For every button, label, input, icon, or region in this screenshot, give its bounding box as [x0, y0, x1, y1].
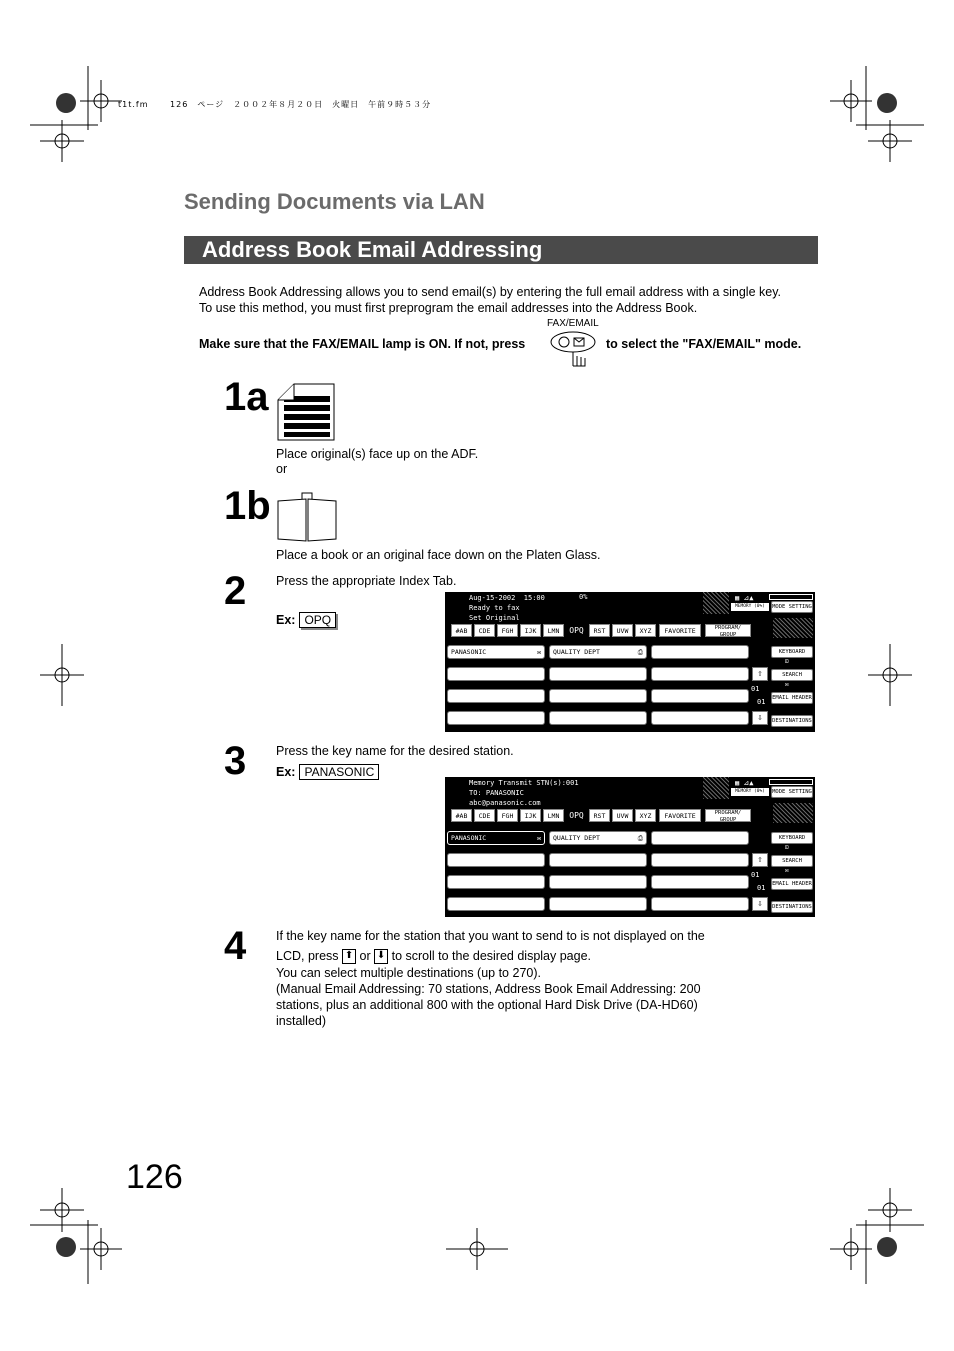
step-4-number: 4 [224, 924, 247, 968]
lcd2-search-icon: ⊡ [785, 844, 789, 851]
lcd2-key-empty[interactable] [651, 875, 749, 889]
intro-line-2: To use this method, you must first preprogram the email addresses into the Address Book. [199, 301, 698, 315]
step-1b-text: Place a book or an original face down on the Platen Glass. [276, 548, 601, 562]
lcd2-page-total: 01 [757, 884, 766, 892]
lcd1-key-empty[interactable] [549, 689, 647, 703]
lcd2-tab-xyz[interactable]: XYZ [635, 809, 656, 822]
fax-email-button-icon [549, 330, 599, 370]
lcd1-key-empty[interactable] [447, 711, 545, 725]
lcd1-pattern-2 [773, 618, 813, 638]
lcd2-status-icons: ▦ ⊿▲ [735, 779, 754, 787]
lcd1-percent: 0% [579, 593, 588, 601]
step-4-line-3: You can select multiple destinations (up to 270). [276, 966, 541, 980]
lcd2-pattern-2 [773, 803, 813, 823]
lcd1-page-total: 01 [757, 698, 766, 706]
lcd2-tab-rst[interactable]: RST [589, 809, 610, 822]
lcd2-email-header-button[interactable]: EMAIL HEADER [771, 878, 813, 890]
lcd1-email-header-button[interactable]: EMAIL HEADER [771, 692, 813, 704]
step-4-line-4: (Manual Email Addressing: 70 stations, Address Book Email Addressing: 200 [276, 982, 701, 996]
step-1a-text: Place original(s) face up on the ADF. [276, 447, 479, 461]
intro-line-1: Address Book Addressing allows you to send email(s) by entering the full email address with a single key. [199, 285, 782, 299]
lcd1-scroll-down-button[interactable]: ⇩ [752, 711, 768, 725]
lcd1-status: Aug-15-2002 15:00 Ready to fax Set Original [469, 594, 545, 622]
lcd2-key-empty[interactable] [447, 897, 545, 911]
lcd2-mode-setting-button[interactable]: MODE SETTING [771, 786, 813, 798]
lcd2-tab-uvw[interactable]: UVW [612, 809, 633, 822]
lcd-screen-1 [445, 592, 815, 732]
lcd1-tab-xyz[interactable]: XYZ [635, 624, 656, 637]
print-slug: t1t.fm 126 ページ ２００２年８月２０日 火曜日 午前９時５３分 [118, 100, 432, 109]
lcd1-key-empty[interactable] [651, 645, 749, 659]
open-book-icon [276, 491, 338, 543]
lcd1-status-icons: ▦ ⊿▲ [735, 594, 754, 602]
lcd2-key-empty[interactable] [447, 853, 545, 867]
step-4-line-6: installed) [276, 1014, 327, 1028]
adf-document-icon [276, 382, 336, 442]
step-3-example: Ex: PANASONIC [276, 764, 379, 780]
step-4-line-5: stations, plus an additional 800 with the optional Hard Disk Drive (DA-HD60) [276, 998, 698, 1012]
step-4-line-1: If the key name for the station that you want to send to is not displayed on the [276, 929, 705, 943]
lcd1-tab-ijk[interactable]: IJK [520, 624, 541, 637]
fax-email-label: FAX/EMAIL [547, 318, 599, 329]
lcd1-key-empty[interactable] [447, 689, 545, 703]
lcd1-tab-rst[interactable]: RST [589, 624, 610, 637]
lcd2-memory: MEMORY (0%) [731, 788, 769, 796]
lcd2-pattern [703, 777, 729, 799]
lcd2-key-quality-dept[interactable]: QUALITY DEPT ⎙ [549, 831, 647, 845]
lcd2-tab-lmn[interactable]: LMN [543, 809, 564, 822]
step-3-text: Press the key name for the desired station. [276, 744, 514, 758]
lcd2-search-button[interactable]: SEARCH [771, 855, 813, 867]
lcd1-pattern [703, 592, 729, 614]
lcd2-tab-ab[interactable]: #AB [451, 809, 472, 822]
lcd1-level-bar [769, 594, 813, 600]
lcd1-key-empty[interactable] [447, 667, 545, 681]
lcd1-search-icon: ⊡ [785, 658, 789, 665]
lcd2-scroll-up-button[interactable]: ⇧ [752, 853, 768, 867]
lcd1-key-empty[interactable] [651, 711, 749, 725]
step-4-line-2: LCD, press ⬆ or ⬇ to scroll to the desired display page. [276, 949, 592, 963]
lcd1-key-empty[interactable] [549, 711, 647, 725]
lcd2-page-current: 01 [751, 871, 760, 879]
lcd1-key-quality-dept[interactable]: QUALITY DEPT ⎙ [549, 645, 647, 659]
panasonic-key-example: PANASONIC [299, 764, 379, 780]
lcd2-destinations-button[interactable]: DESTINATIONS [771, 901, 813, 913]
lcd1-scroll-up-button[interactable]: ⇧ [752, 667, 768, 681]
step-1a-or: or [276, 462, 288, 476]
lcd2-key-panasonic-selected[interactable]: PANASONIC ✉ [447, 831, 545, 845]
step-3-number: 3 [224, 739, 247, 783]
lcd2-key-empty[interactable] [549, 897, 647, 911]
step-2-number: 2 [224, 569, 247, 613]
lcd1-tab-ab[interactable]: #AB [451, 624, 472, 637]
step-1b-number: 1b [224, 484, 271, 528]
lcd1-envelope-icon: ✉ [785, 681, 789, 688]
lcd-screen-2 [445, 777, 815, 917]
lcd2-tab-cde[interactable]: CDE [474, 809, 495, 822]
lamp-instruction: Make sure that the FAX/EMAIL lamp is ON. If not, press [199, 337, 526, 351]
lcd2-level-bar [769, 779, 813, 785]
opq-tab-example: OPQ [299, 612, 336, 628]
lcd1-page-current: 01 [751, 685, 760, 693]
lcd2-key-empty[interactable] [651, 897, 749, 911]
step-2-example: Ex: OPQ [276, 612, 336, 628]
lcd1-tab-opq[interactable]: OPQ [566, 624, 587, 637]
lcd2-tab-fgh[interactable]: FGH [497, 809, 518, 822]
title-bar [184, 236, 818, 264]
page-number: 126 [126, 1158, 183, 1196]
lcd2-scroll-down-button[interactable]: ⇩ [752, 897, 768, 911]
lcd2-envelope-icon: ✉ [785, 867, 789, 874]
lcd1-tab-uvw[interactable]: UVW [612, 624, 633, 637]
lcd1-search-button[interactable]: SEARCH [771, 669, 813, 681]
lcd1-tab-lmn[interactable]: LMN [543, 624, 564, 637]
lcd1-tab-cde[interactable]: CDE [474, 624, 495, 637]
lcd1-key-empty[interactable] [549, 667, 647, 681]
lcd1-tab-fgh[interactable]: FGH [497, 624, 518, 637]
lcd2-keyboard-button[interactable]: KEYBOARD [771, 832, 813, 844]
lcd2-key-empty[interactable] [549, 875, 647, 889]
lcd1-destinations-button[interactable]: DESTINATIONS [771, 715, 813, 727]
lamp-instruction-suffix: to select the "FAX/EMAIL" mode. [606, 337, 802, 351]
section-title: Sending Documents via LAN [184, 189, 485, 214]
lcd2-status: Memory Transmit STN(s):001 TO: PANASONIC abc@panasonic.com [469, 779, 579, 807]
lcd1-key-empty[interactable] [651, 689, 749, 703]
lcd2-key-empty[interactable] [651, 831, 749, 845]
lcd2-tab-program-group[interactable]: PROGRAM/ GROUP [705, 809, 751, 822]
step-1a-number: 1a [224, 375, 269, 419]
page-title: Address Book Email Addressing [202, 237, 543, 262]
lcd2-key-empty[interactable] [651, 853, 749, 867]
step-2-text: Press the appropriate Index Tab. [276, 574, 457, 588]
lcd1-key-empty[interactable] [651, 667, 749, 681]
lcd1-memory: MEMORY (0%) [731, 603, 769, 611]
lcd1-tab-favorite[interactable]: FAVORITE [659, 624, 701, 637]
lcd2-key-empty[interactable] [549, 853, 647, 867]
lcd1-key-panasonic[interactable]: PANASONIC ✉ [447, 645, 545, 659]
lcd2-tab-opq[interactable]: OPQ [566, 809, 587, 822]
scroll-up-arrow-icon: ⬆ [342, 949, 356, 964]
lcd1-tab-program-group[interactable]: PROGRAM/ GROUP [705, 624, 751, 637]
lcd2-tab-ijk[interactable]: IJK [520, 809, 541, 822]
lcd2-tab-favorite[interactable]: FAVORITE [659, 809, 701, 822]
lcd1-keyboard-button[interactable]: KEYBOARD [771, 646, 813, 658]
scroll-down-arrow-icon: ⬇ [374, 949, 388, 964]
lcd2-key-empty[interactable] [447, 875, 545, 889]
lcd1-mode-setting-button[interactable]: MODE SETTING [771, 601, 813, 613]
